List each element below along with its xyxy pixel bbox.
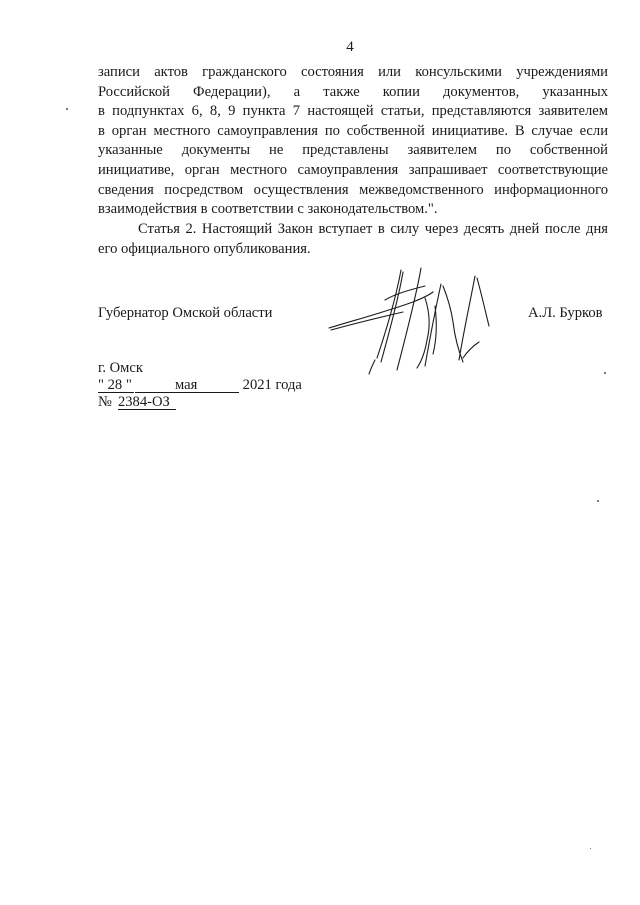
year-value: 2021 года	[242, 377, 302, 393]
number-row	[98, 394, 302, 411]
quote-open: "	[98, 377, 104, 393]
paragraph-line: записи актов гражданского состояния или консульскими учреждениями	[98, 64, 608, 80]
paragraph-line: сведения посредством осуществления межведомственного информационного	[98, 181, 608, 198]
day-field	[98, 378, 134, 393]
law-number: 2384-ОЗ	[118, 395, 176, 410]
quote-close: "	[125, 377, 132, 393]
place-date-number-block	[98, 360, 302, 411]
scan-speck	[590, 848, 591, 849]
paragraph-line: в подпунктах 6, 8, 9 пункта 7 настоящей статьи, представляются заявителем	[98, 103, 608, 120]
handwritten-signature	[325, 262, 500, 377]
governor-title: Губернатор Омской области	[98, 305, 273, 321]
paragraph-line: Статья 2. Настоящий Закон вступает в силу через десять дней после дня	[138, 221, 608, 237]
city-row	[98, 360, 302, 377]
article-2-paragraph	[98, 220, 608, 259]
month-field: мая	[175, 378, 239, 393]
paragraph-continuation	[98, 63, 608, 220]
scan-speck	[66, 108, 68, 110]
paragraph-line: Российской Федерации), а также копии документов, указанных	[98, 83, 608, 100]
paragraph-line: взаимодействия в соответствии с законодательством.".	[98, 201, 438, 218]
paragraph-line: его официального опубликования.	[98, 240, 311, 257]
paragraph-line: инициативе, орган местного самоуправления запрашивает соответствующие	[98, 161, 608, 178]
city-name: г. Омск	[98, 360, 143, 376]
scan-speck	[597, 500, 599, 502]
paragraph-line: указанные документы не представлены заявителем по собственной	[98, 142, 608, 159]
date-row	[98, 377, 302, 394]
page-number: 4	[346, 39, 354, 55]
number-sign: №	[98, 394, 112, 410]
day-value: 28	[107, 377, 123, 393]
scan-speck	[604, 372, 606, 374]
governor-name: А.Л. Бурков	[528, 305, 603, 321]
date-underline-blank	[135, 378, 175, 393]
paragraph-line: в орган местного самоуправления по собственной инициативе. В случае если	[98, 122, 608, 139]
